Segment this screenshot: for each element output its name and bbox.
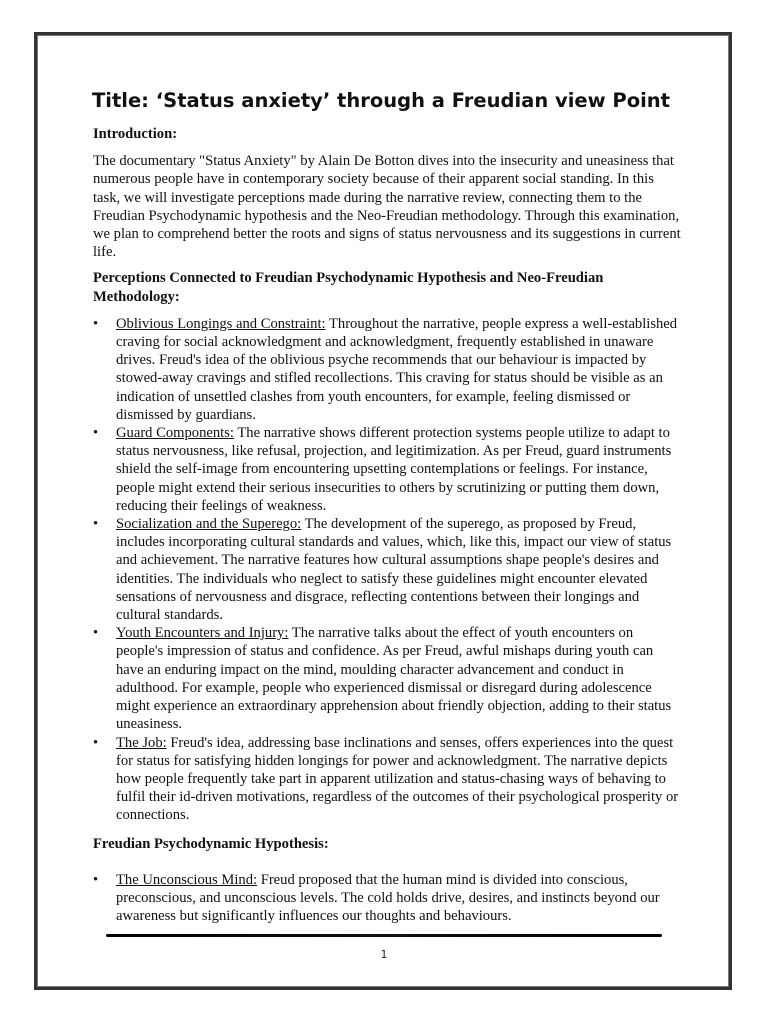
list-item-text: Throughout the narrative, people express a well-established craving for social acknowledgment and acknowledgment, frequently established in unaware drives. Freud's idea of the oblivious psyche recommends that our behaviour is impacted by stowed-away cravings and stifled recollections. This craving for status should be visible as an indication of unsettled clashes from youth encounters, for example, feeling dismissed or dismissed by guardians. bbox=[116, 315, 678, 423]
list-item bbox=[93, 515, 683, 624]
bullet-icon: • bbox=[93, 425, 99, 442]
bullet-icon: • bbox=[93, 871, 99, 888]
list-item-term: Youth Encounters and Injury: bbox=[116, 625, 289, 642]
perceptions-list bbox=[93, 315, 683, 825]
freudian-heading: Freudian Psychodynamic Hypothesis: bbox=[93, 835, 329, 852]
list-item-term: Guard Components: bbox=[116, 425, 234, 442]
list-item-term: The Unconscious Mind: bbox=[116, 871, 258, 888]
bullet-icon: • bbox=[93, 625, 99, 642]
page-number: 1 bbox=[380, 948, 388, 961]
list-item-text: Freud proposed that the human mind is divided into conscious, preconscious, and unconscious levels. The cold holds drive, desires, and instincts beyond our awareness but significantly influences our thoughts and behaviours. bbox=[116, 871, 660, 925]
list-item bbox=[93, 624, 683, 733]
list-item-text: The narrative talks about the effect of youth encounters on people's impression of status and confidence. As per Freud, awful mishaps during youth can have an enduring impact on the mind, moulding character advancement and conduct in adulthood. For example, people who experienced dismissal or disregard during adolescence might experience an extraordinary apprehension about friendly objection, adding to their status uneasiness. bbox=[116, 625, 672, 733]
list-item-text: Freud's idea, addressing base inclinations and senses, offers experiences into the quest for status for satisfying hidden longings for power and acknowledgment. The narrative depicts how people frequently take part in apparent utilization and status-chasing ways of behaving to fulfil their id-driven motivations, regardless of the outcomes of their psychological prosperity or connections. bbox=[116, 734, 679, 824]
perceptions-heading: Perceptions Connected to Freudian Psychodynamic Hypothesis and Neo-Freudian Methodology: bbox=[93, 270, 604, 305]
footer-divider bbox=[106, 934, 662, 937]
freudian-list bbox=[93, 871, 683, 926]
bullet-icon: • bbox=[93, 734, 99, 751]
list-item-text: The development of the superego, as proposed by Freud, includes incorporating cultural standards and values, which, like this, impact our view of status and achievement. The narrative features how cultural assumptions shape people's desires and identities. The individuals who neglect to satisfy these guidelines might encounter elevated sensations of nervousness and disgrace, reflecting contentions between their longings and cultural standards. bbox=[116, 516, 672, 624]
list-item-term: Oblivious Longings and Constraint: bbox=[116, 315, 326, 332]
introduction-paragraph: The documentary "Status Anxiety" by Alain De Botton dives into the insecurity and uneasiness that numerous people have in contemporary society because of their apparent social standing. In this task, we will investigate perceptions made during the narrative review, connecting them to the Freudian Psychodynamic hypothesis and the Neo-Freudian methodology. Through this examination, we plan to comprehend better the roots and signs of status nervousness and its suggestions in current life. bbox=[93, 153, 681, 261]
list-item-term: The Job: bbox=[116, 734, 167, 751]
page-title: Title: ‘Status anxiety’ through a Freudian view Point bbox=[91, 89, 671, 112]
list-item bbox=[93, 424, 683, 515]
list-item bbox=[93, 315, 683, 424]
list-item bbox=[93, 871, 683, 926]
bullet-icon: • bbox=[93, 315, 99, 332]
introduction-heading: Introduction: bbox=[93, 126, 178, 142]
list-item-text: The narrative shows different protection systems people utilize to adapt to status nervousness, like refusal, projection, and legitimization. As per Freud, guard instruments shield the self-image from encountering upsetting contemplations or feelings. For instance, people might extend their serious insecurities to others by scrutinizing or putting them down, reducing their feelings of weakness. bbox=[116, 425, 672, 514]
bullet-icon: • bbox=[93, 516, 99, 533]
list-item-term: Socialization and the Superego: bbox=[116, 516, 302, 533]
list-item bbox=[93, 734, 683, 825]
document-body bbox=[93, 86, 683, 933]
